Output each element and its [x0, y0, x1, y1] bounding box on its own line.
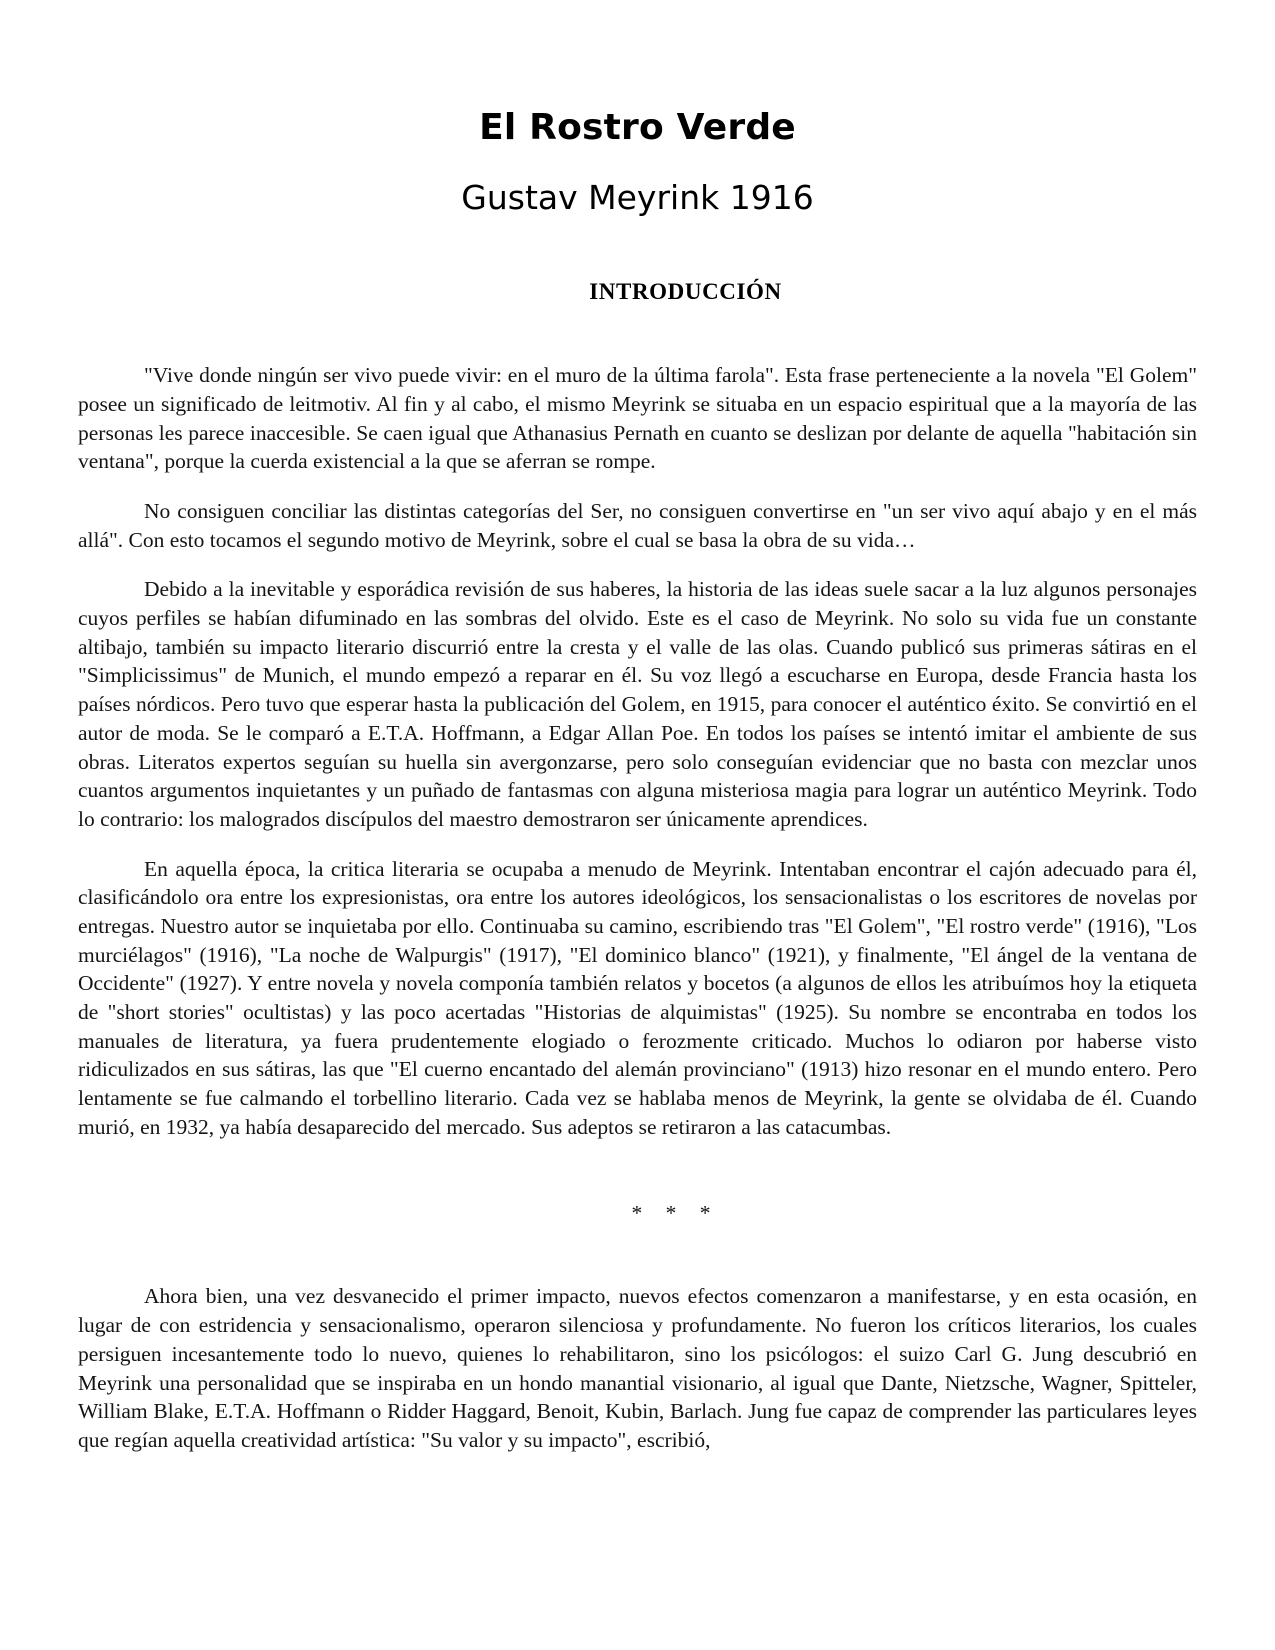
body-text-block — [78, 305, 1197, 1141]
paragraph: Debido a la inevitable y esporádica revisión de sus haberes, la historia de las ideas suele sacar a la luz algunos personajes cuyos perfiles se habían difuminado en las sombras del olvido. Este es el caso de Meyrink. No solo su vida fue un constante altibajo, también su impacto literario discurrió entre la cresta y el valle de las olas. Cuando publicó sus primeras sátiras en el "Simplicissimus" de Munich, el mundo empezó a reparar en él. Su voz llegó a escucharse en Europa, desde Francia hasta los países nórdicos. Pero tuvo que esperar hasta la publicación del Golem, en 1915, para conocer el auténtico éxito. Se convirtió en el autor de moda. Se le comparó a E.T.A. Hoffmann, a Edgar Allan Poe. En todos los países se intentó imitar el ambiente de sus obras. Literatos expertos seguían su huella sin avergonzarse, pero solo conseguían evidenciar que no basta con mezclar unos cuantos argumentos inquietantes y un puñado de fantasmas con alguna misteriosa magia para lograr un auténtico Meyrink. Todo lo contrario: los malogrados discípulos del maestro demostraron ser únicamente aprendices. — [78, 577, 1197, 831]
paragraph: No consiguen conciliar las distintas categorías del Ser, no consiguen convertirse en "un ser vivo aquí abajo y en el más allá". Con esto tocamos el segundo motivo de Meyrink, sobre el cual se basa la obra de su vida… — [78, 499, 1197, 552]
page-title: El Rostro Verde — [479, 107, 796, 148]
body-text-block-after-divider — [78, 1282, 1197, 1454]
paragraph: En aquella época, la critica literaria se ocupaba a menudo de Meyrink. Intentaban encontrar el cajón adecuado para él, clasificándolo ora entre los expresionistas, ora entre los autores ideológicos, los sensacionalistas o los escritores de novelas por entregas. Nuestro autor se inquietaba por ello. Continuaba su camino, escribiendo tras "El Golem", "El rostro verde" (1916), "Los murciélagos" (1916), "La noche de Walpurgis" (1917), "El dominico blanco" (1921), y finalmente, "El ángel de la ventana de Occidente" (1927). Y entre novela y novela componía también relatos y bocetos (a algunos de ellos les atribuímos hoy la etiqueta de "short stories" ocultistas) y las poco acertadas "Historias de alquimistas" (1925). Su nombre se encontraba en todos los manuales de literatura, ya fuera prudentemente elogiado o ferozmente criticado. Muchos lo odiaron por haberse visto ridiculizados en sus sátiras, las que "El cuerno encantado del alemán provinciano" (1913) hizo resonar en el mundo entero. Pero lentamente se fue calmando el torbellino literario. Cada vez se hablaba menos de Meyrink, la gente se olvidaba de él. Cuando murió, en 1932, ya había desaparecido del mercado. Sus adeptos se retiraron a las catacumbas. — [78, 856, 1197, 1139]
section-heading-introduccion: INTRODUCCIÓN — [589, 279, 782, 305]
section-divider-asterisks: * * * — [631, 1201, 720, 1226]
page-subtitle: Gustav Meyrink 1916 — [461, 178, 814, 218]
paragraph: "Vive donde ningún ser vivo puede vivir: en el muro de la última farola". Esta frase perteneciente a la novela "El Golem" posee un significado de leitmotiv. Al fin y al cabo, el mismo Meyrink se situaba en un espacio espiritual que a la mayoría de las personas les parece inaccesible. Se caen igual que Athanasius Pernath en cuanto se deslizan por delante de aquella "habitación sin ventana", porque la cuerda existencial a la que se aferran se rompe. — [78, 363, 1197, 474]
paragraph: Ahora bien, una vez desvanecido el primer impacto, nuevos efectos comenzaron a manifestarse, y en esta ocasión, en lugar de con estridencia y sensacionalismo, operaron silenciosa y profundamente. No fueron los críticos literarios, los cuales persiguen incesantemente todo lo nuevo, quienes lo rehabilitaron, sino los psicólogos: el suizo Carl G. Jung descubrió en Meyrink una personalidad que se inspiraba en un hondo manantial visionario, al igual que Dante, Nietzsche, Wagner, Spitteler, William Blake, E.T.A. Hoffmann o Ridder Haggard, Benoit, Kubin, Barlach. Jung fue capaz de comprender las particulares leyes que regían aquella creatividad artística: "Su valor y su impacto", escribió, — [78, 1284, 1197, 1452]
